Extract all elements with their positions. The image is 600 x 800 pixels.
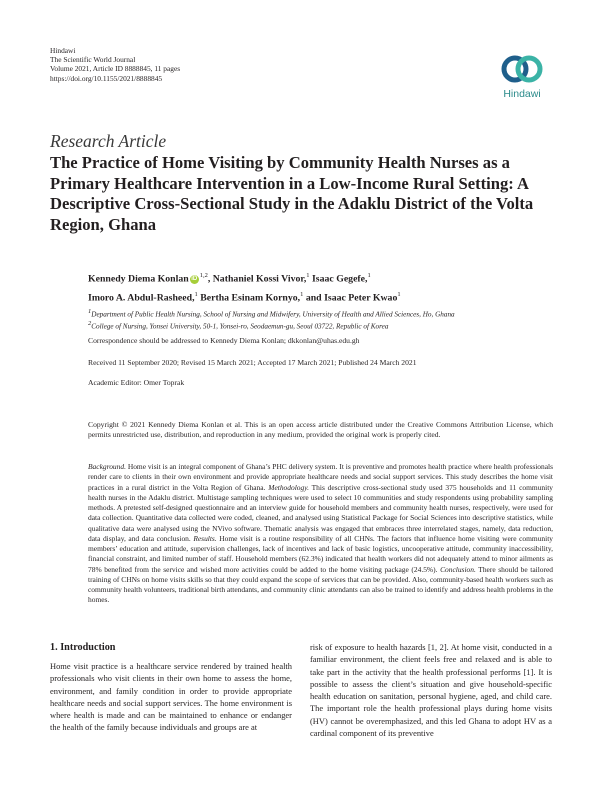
- affiliation-mark: 1: [88, 308, 92, 315]
- author-affiliation-mark: 1: [397, 291, 401, 299]
- section-heading: 1. Introduction: [50, 642, 116, 653]
- correspondence-note: Correspondence should be addressed to Kennedy Diema Konlan; dkkonlan@uhas.edu.gh: [88, 336, 360, 345]
- abstract-conclusion: There should be tailored training of CHNs on home visits skills so that they could expand the scope of services that can be provided. Also, community-based health workers such as community health volunteers, traditional birth attendants, and community clinic attendants can also be trained to identify and address health problems in the homes.: [88, 564, 553, 605]
- author-affiliation-mark: 1,2: [199, 272, 208, 279]
- body-text-left-column: Home visit practice is a healthcare service rendered by trained health professionals who visit clients in their own home to assess the home, environment, and family condition in order to provide appropriate healthcare needs and social support services. The home environment is where health is made and can be maintained to enhance or endanger the health of the family because individuals and groups are at: [50, 661, 292, 733]
- author-affiliation-mark: 1: [306, 272, 310, 279]
- hindawi-logo: [497, 47, 547, 101]
- abstract-methodology-label: Methodology.: [268, 482, 309, 492]
- orcid-icon[interactable]: iD: [191, 276, 198, 283]
- affiliation-text: College of Nursing, Yonsei University, 50-1, Yonsei-ro, Seodaemun-gu, Seoul 03722, Republic of Korea: [91, 322, 389, 331]
- publication-dates: Received 11 September 2020; Revised 15 March 2021; Accepted 17 March 2021; Published 24 March 2021: [88, 358, 417, 367]
- body-text-right-column: risk of exposure to health hazards [1, 2]. At home visit, conducted in a familiar environment, the client feels free and relaxed and is able to take part in the activity that the health professional performs [1]. It is possible to assess the client’s situation and give household-specific health education on sanitation, personal hygiene, aged, and child care. The important role the health professional plays during home visits (HV) cannot be overemphasized, and this led Ghana to adopt HV as a cardinal component of its preventive: [310, 642, 552, 739]
- affiliation-item: [88, 307, 558, 319]
- abstract-conclusion-label: Conclusion.: [440, 564, 476, 574]
- abstract-results: Home visit is a routine responsibility of all CHNs. The factors that influence home visiting were community members’ education and attitude, supervision challenges, lack of incentives and lack of basic logistics, uncooperative attitude, community inaccessibility, financial constraint, and limited number of staff. Household members (62.3%) indicated that health workers did not adequately attend to minor ailments as 78% benefited from the service and wished more activities could be added to the home visiting package (24.5%).: [88, 533, 553, 574]
- abstract-background: Home visit is an integral component of Ghana’s PHC delivery system. It is preventive and promotes health practice where health professionals render care to clients in their own environment and provide appropriate healthcare needs and social support services. This study describes the home visit practices in a rural district in the Volta Region of Ghana.: [88, 462, 554, 492]
- author-affiliation-mark: 1: [300, 291, 304, 299]
- hindawi-logo-text: Hindawi: [503, 88, 541, 100]
- academic-editor: Academic Editor: Omer Toprak: [88, 378, 185, 387]
- doi-link[interactable]: https://doi.org/10.1155/2021/8888845: [50, 73, 163, 83]
- volume-info: Volume 2021, Article ID 8888845, 11 pages: [50, 64, 181, 74]
- affiliations: [88, 307, 558, 332]
- article-type: Research Article: [50, 131, 167, 151]
- abstract-methodology: This descriptive cross-sectional study used 375 households and 11 community health nurses in the Adaklu district. Multistage sampling techniques were used to select 10 communities and study respondents using probability sampling methods. A pretested self-designed questionnaire and an interview guide for household members and community health nurses, respectively, were used for data collection. Quantitative data collected were coded, cleaned, and analysed using Statistical Package for Social Sciences into descriptive statistics, while qualitative data were analysed using the NVivo software. Thematic analysis was engaged that embraces three interrelated stages, namely, data reduction, data display, and data conclusion.: [88, 482, 554, 543]
- abstract-background-label: Background.: [88, 462, 126, 471]
- copyright-notice: Copyright © 2021 Kennedy Diema Konlan et al. This is an open access article distributed under the Creative Commons Attribution License, which permits unrestricted use, distribution, and reproduction in any medium, provided the original work is properly cited.: [88, 420, 553, 440]
- abstract-results-label: Results.: [193, 533, 217, 543]
- affiliation-text: Department of Public Health Nursing, School of Nursing and Midwifery, University of Health and Allied Sciences, Ho, Ghana: [91, 310, 455, 319]
- author-name: Isaac Gegefe,: [311, 273, 368, 285]
- author-name: and Isaac Peter Kwao: [305, 292, 398, 304]
- author-name: Nathaniel Kossi Vivor,: [212, 273, 307, 285]
- journal-info: [50, 46, 180, 83]
- author-name: Imoro A. Abdul-Rasheed,: [88, 292, 195, 304]
- author-affiliation-mark: 1: [194, 291, 198, 299]
- hindawi-logo-icon: [497, 47, 547, 87]
- author-name: Bertha Esinam Kornyo,: [200, 292, 301, 304]
- affiliation-mark: 2: [88, 320, 92, 328]
- publisher-name: Hindawi: [50, 46, 76, 55]
- article-title: The Practice of Home Visiting by Community Health Nurses as a Primary Healthcare Intervention in a Low-Income Rural Setting: A Descriptive Cross-Sectional Study in the Adaklu District of the Volta Region, Ghana: [50, 153, 534, 234]
- author-affiliation-mark: 1: [367, 272, 371, 279]
- author-name: Kennedy Diema Konlan: [88, 273, 189, 285]
- journal-name: The Scientific World Journal: [50, 55, 136, 65]
- abstract: [88, 462, 553, 606]
- affiliation-item: [88, 319, 558, 331]
- author-list: Kennedy Diema Konlan iD$^{1,2}$, Nathaniel Kossi Vivor,$^1$ Isaac Gegefe,$^1$ Imoro A. Abdul-Rasheed,$^1$ Bertha Esinam Kornyo,$^1$ and Isaac Peter Kwao$^1$: [88, 272, 401, 304]
